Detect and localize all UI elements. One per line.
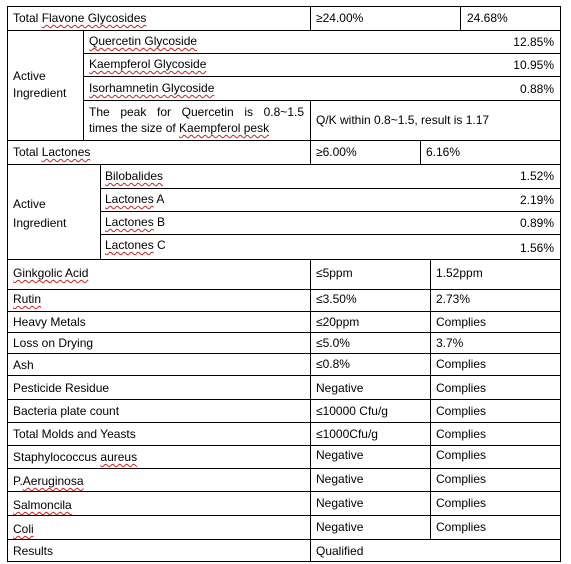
col-divider [100, 164, 101, 259]
results-label: Results [13, 544, 54, 558]
col-divider [310, 140, 311, 164]
total-flavone-result: 24.68% [467, 11, 508, 25]
flavone-item-name: Quercetin Glycoside [89, 34, 198, 48]
row-name: Ash [13, 358, 34, 372]
lactone-item-name: Bilobalides [105, 169, 164, 183]
flavone-active-label: Active Ingredient [13, 69, 67, 100]
total-flavone-label [13, 11, 146, 25]
row-result: Complies [436, 496, 487, 510]
flavone-item-name: Isorhamnetin Glycoside [89, 81, 215, 95]
row-spec: ≤1000Cfu/g [316, 427, 378, 441]
col-divider [430, 259, 431, 539]
row-spec: ≤5ppm [316, 266, 353, 280]
total-flavone-spec: ≥24.00% [316, 11, 364, 25]
col-divider [83, 30, 84, 140]
quercetin-note-result: Q/K within 0.8~1.5, result is 1.17 [316, 113, 490, 127]
row-divider [7, 353, 561, 354]
results-value: Qualified [316, 544, 364, 558]
row-result: Complies [436, 404, 487, 418]
row-spec: ≤0.8% [316, 357, 350, 371]
row-divider [100, 188, 561, 189]
row-divider [83, 53, 561, 54]
flavone-item-value: 10.95% [513, 58, 554, 72]
flavone-item-value: 12.85% [513, 35, 554, 49]
row-divider [83, 100, 561, 101]
total-flavone-label-term: Flavone Glycosides [41, 11, 147, 25]
row-divider [7, 422, 561, 423]
col-divider [310, 100, 311, 140]
total-lactones-label [13, 145, 90, 159]
row-divider [7, 30, 561, 31]
row-result: Complies [436, 472, 487, 486]
row-spec: Negative [316, 381, 364, 395]
row-divider [7, 164, 561, 165]
col-divider [460, 6, 461, 30]
lactones-active-label: Active Ingredient [13, 197, 67, 230]
row-name: Pesticide Residue [13, 381, 110, 395]
row-result: Complies [436, 427, 487, 441]
row-divider [7, 445, 561, 446]
flavone-item-value: 0.88% [519, 82, 554, 96]
total-lactones-result: 6.16% [426, 145, 461, 159]
row-divider [7, 539, 561, 540]
total-flavone-label-prefix: Total [13, 11, 42, 25]
row-spec: ≤10000 Cfu/g [316, 404, 388, 418]
row-result: Complies [436, 448, 487, 462]
col-divider [310, 259, 311, 562]
row-divider [7, 289, 561, 290]
row-divider [83, 76, 561, 77]
lactone-item-value: 1.52% [519, 169, 554, 183]
row-name: P.Aeruginosa [13, 474, 84, 488]
row-spec: Negative [316, 520, 364, 534]
row-name: Coli [13, 522, 34, 536]
row-name: Salmoncila [13, 498, 72, 512]
row-spec: ≤5.0% [316, 336, 350, 350]
row-spec: Negative [316, 448, 364, 462]
quercetin-note-line2: times the size of Kaempferol pesk [89, 121, 270, 135]
row-name: Bacteria plate count [13, 404, 120, 418]
quercetin-note-line1: The peak for Quercetin is 0.8~1.5 [89, 105, 304, 119]
total-lactones-label-prefix: Total [13, 145, 42, 159]
row-divider [7, 468, 561, 469]
flavone-item-name: Kaempferol Glycoside [89, 57, 207, 71]
row-divider [100, 234, 561, 235]
row-result: 1.52ppm [436, 266, 483, 280]
lactone-item-name: Lactones C [105, 238, 166, 252]
row-spec: ≤20ppm [316, 315, 360, 329]
row-spec: ≤3.50% [316, 292, 357, 306]
col-divider [310, 6, 311, 30]
row-divider [7, 332, 561, 333]
quercetin-note [89, 104, 304, 136]
row-result: 2.73% [436, 292, 471, 306]
row-result: Complies [436, 357, 487, 371]
row-divider [7, 515, 561, 516]
lactone-item-name: Lactones A [105, 192, 165, 206]
row-divider [7, 259, 561, 260]
lactone-item-value: 0.89% [519, 216, 554, 230]
lactone-item-name: Lactones B [105, 215, 166, 229]
row-result: Complies [436, 520, 487, 534]
row-divider [7, 311, 561, 312]
row-name: Loss on Drying [13, 336, 94, 350]
lactone-item-value: 1.56% [519, 241, 554, 255]
row-name: Heavy Metals [13, 315, 86, 329]
col-divider [420, 140, 421, 164]
total-lactones-spec: ≥6.00% [316, 145, 357, 159]
row-divider [7, 140, 561, 141]
row-name: Staphylococcus aureus [13, 450, 138, 464]
total-lactones-label-term: Lactones [41, 145, 91, 159]
row-spec: Negative [316, 472, 364, 486]
row-name: Ginkgolic Acid [13, 266, 89, 280]
lactone-item-value: 2.19% [519, 193, 554, 207]
row-result: Complies [436, 315, 487, 329]
row-name: Total Molds and Yeasts [13, 427, 136, 441]
row-result: Complies [436, 381, 487, 395]
row-spec: Negative [316, 496, 364, 510]
row-divider [7, 491, 561, 492]
row-divider [100, 211, 561, 212]
row-divider [7, 375, 561, 376]
row-result: 3.7% [436, 336, 464, 350]
row-divider [7, 399, 561, 400]
row-name: Rutin [13, 292, 42, 306]
